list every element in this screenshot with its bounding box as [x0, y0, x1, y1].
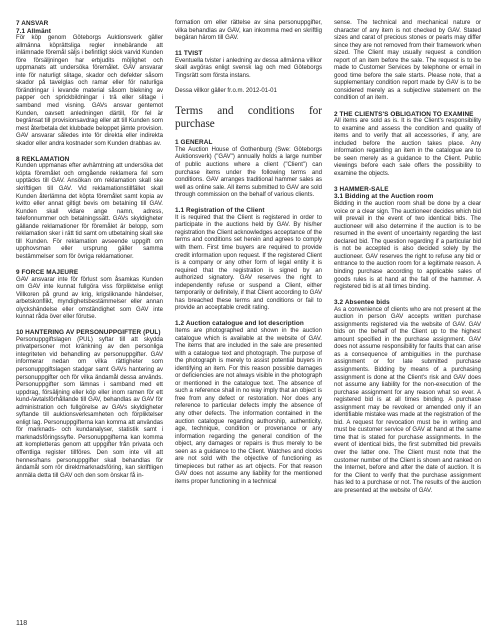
terms-title: Terms and conditions for purchase	[175, 105, 322, 131]
section-heading: 9 FORCE MAJEURE	[16, 268, 79, 276]
paragraph: Items are photographed and shown in the auction catalogue which is available at the website of GAV. The items that are included in the sale are presented with a catalogue text and photograph. The purpose of the photograph is merely to assist potential buyers in identifying an item. For this reason possible damages or deficiencies are not always visible in the photograph or mentioned in the catalogue text. The absence of such a reference shall in no way imply that an object is free from any defect or restoration. Nor does any reference to particular defects imply the absence of any other defects. The information contained in the auction catalogue regarding authorship, authenticity, age, technique, condition or provenance or any information regarding the general condition of the object, any damages or repairs is thus merely to be seen as a guidance to the Client. Watches and clocks are not sold with the objective of functioning as timepieces but rather as art objects. For that reason GAV does not assume any liability for the mentioned items proper functioning in a technical	[175, 327, 322, 485]
subsection-heading: 3.2 Absentee bids	[334, 299, 390, 307]
subsection-heading: 1.1 Registration of the Client	[175, 207, 265, 215]
subsection-heading: 7.1 Allmänt	[16, 27, 51, 35]
section-heading: 2 THE CLIENTS'S OBLIGATION TO EXAMINE	[334, 110, 474, 118]
paragraph: Kunden uppmanas efter avhämtning att undersöka det köpta föremålet och omgående reklamera fel som upptäcks till GAV. Ansökan om reklamation skall ske skriftligen till GAV. Vid reklamationstillfället skall Kunden återlämna det köpta föremålet samt kopia av kvitto eller annat giltigt bevis om betalning till GAV. Kunden skall vidare ange namn, adress, telefonnummer och betalningssätt. GAVs skyldigheter gällande reklamationer för föremålet är belopp, som reklamation sker i rätt tid samt om utbetalning skall ske till Kunden. För reklamation avseende uppgift om upphovsman eller ursprung gäller samma bestämmelser som för övriga reklamationer.	[16, 163, 163, 260]
paragraph: För köp genom Göteborgs Auktionsverk gäller allmänna köprättsliga regler innebärande att inlämnade föremål säljs i befintligt skick varvid Kunden före försäljningen har erbjudits möjlighet och uppmanats att undersöka föremålet. GAV ansvarar inte för naturligt slitage, skador och defekter såsom skador på tavelglas och ramar eller för naturliga förändringar i levande material såsom blekning av papper och sprickbildningar i trä eller slitage i samband med visning. GAVs ansvar gentemot Kunden, oavsett anledningen därtill, för fel är begränsat till provisionsavdrag eller att till Kunden som mest återbetala det klubbade beloppet jämte provision. GAV ansvarar således inte för direkta eller indirekta skador eller andra kostnader som Kunden drabbas av.	[16, 35, 163, 147]
column-right	[334, 20, 481, 495]
paragraph: formation om eller rättelse av sina personuppgifter, vilka behandlas av GAV, kan inkomma med en skriftlig begäran härom till GAV.	[175, 20, 322, 42]
page-number: 118	[16, 620, 28, 627]
paragraph: Eventuella tvister i anledning av dessa allmänna villkor skall avgöras enligt svensk lag och med Göteborgs Tingsrätt som första instans.	[175, 57, 322, 79]
paragraph: Bidding in the auction room shall be done by a clear voice or a clear sign. The auctioneer decides which bid will prevail in the event of two identical bids. The auctioneer will also determine if the auction is to be resumed in the event of uncertainty regarding the last declared bid. The question regarding if a particular bid is not be accepted is also decided solely by the auctioneer. GAV reserves the right to refuse any bid or entrance to the auction room for a legitimate reason. A binding purchase according to applicable sales of goods rules is at hand at the fall of the hammer. A registered bid is at all times binding.	[334, 201, 481, 291]
validity-note: Dessa villkor gäller fr.o.m. 2012-01-01	[175, 87, 277, 94]
paragraph: As a convenience of clients who are not present at the auction in person GAV accepts written purchase assignments registered via the website of GAV. GAV bids on the behalf of the Client up to the highest amount specified in the purchase assignment. GAV does not assume responsibility for faults that can arise as a consequence of ambiguities in the purchase assignment or for late submitted purchase assignments. Bidding by means of a purchasing assignment is done at the Client's risk and GAV does not assume any liability for the non-execution of the purchase assignment for any reason what so ever. A registered bid is at all times binding. A purchase assignment may be revoked or amended only if an identifiable mistake was made at the registration of the bid. A request for revocation must be in writing and must be customer service of GAV at hand at the same time that is stated for purchase assignments. In the event of identical bids, the first submitted bid prevails over the latter one. The Client must note that the customer number of the Client is shown and ranked on the Internet, before and after the date of auction. It is for the Client to verify that the purchase assignment has led to a purchase or not. The results of the auction are presented at the website of GAV.	[334, 306, 481, 494]
subsection-heading: 1.2 Auction catalogue and lot description	[175, 320, 304, 328]
section-heading: 7 ANSVAR	[16, 20, 49, 27]
paragraph: The Auction House of Gothenburg (Swe: Göteborgs Auktionsverk) ("GAV") annually holds a large number of public auctions where a client ("Client") can purchase items under the following terms and conditions. GAV arranges traditional hammer sales as well as online sale. All items submitted to GAV are sold through commission on the behalf of various clients.	[175, 146, 322, 199]
paragraph: It is required that the Client is registered in order to participate in the auctions held by GAV. By his/her registration the Client acknowledges acceptance of the terms and conditions set herein and agrees to comply with them. First time buyers are required to provide credit information upon request. If the registered Client is a company or any other form of legal entity it is required that the registration is signed by an authorized signatory. GAV reserves the right to independently refuse or suspend a Client, either temporarily or definitely, if that Client according to GAV has breached these terms and conditions or fail to provide an acceptable credit rating.	[175, 214, 322, 312]
paragraph: Personuppgiftslagen (PUL) syftar till att skydda privatpersoner mot kränkning av den personliga integriteten vid behandling av personuppgifter. GAV informerar nedan om vilka rättigheter som personuppgiftslagen stadgar samt GAVs hantering av personuppgifter och för vilka ändamål dessa används. Personuppgifter som lämnas i samband med ett uppdrag, försäljning eller köp eller inom ramen för ett kund-/avtalsförhållande till GAV, behandlas av GAV för administration och fullgörelse av GAVs skyldigheter syftande till auktionsverksamheten och förpliktelser enligt lag. Personuppgifterna kan komma att användas för marknads- och kundanalyser, statistik samt i marknadsföringssyfte. Personuppgifterna kan komma att kompletteras genom att uppgifter från privata och offentliga register tillföres. Den som inte vill att hennes/hans personuppgifter skall behandlas för ändamål som rör direktmarknadsföring, kan skriftligen anmäla detta till GAV och den som önskar få in-	[16, 336, 163, 479]
column-left	[16, 20, 163, 480]
paragraph: All items are sold as is. It is the Client's responsibility to examine and assess the condition and quality of items and to verify that all accessories, if any, are included before the auction takes place. Any information regarding an item in the catalogue are to be seen merely as a guidance to the Client. Public viewings before each sale offers the possibility to examine the objects.	[334, 118, 481, 177]
subsection-heading: 3.1 Bidding at the Auction room	[334, 193, 434, 201]
paragraph: sense. The technical and mechanical nature or character of any item is not checked by GAV. Stated sizes and carat of precious stones or pearls may differ since they are not removed from their framework when sized. The Client may usually request a condition report of an item before the sale. The request is to be made to Customer Services by telephone or email in good time before the sale starts. Please note, that a supplementary condition report made by GAV is to be considered merely as a subjective statement on the condition of an item.	[334, 20, 481, 102]
section-heading: 11 TVIST	[175, 50, 203, 58]
column-middle	[175, 20, 322, 486]
section-heading: 8 REKLAMATION	[16, 155, 70, 163]
section-heading: 1 GENERAL	[175, 139, 213, 147]
section-heading: 10 HANTERING AV PERSONUPPGIFTER (PUL)	[16, 329, 161, 337]
paragraph: GAV ansvarar inte för förlust som åsamkas Kunden om GAV inte kunnat fullgöra viss förpliktelse enligt Villkoren på grund av krig, krigsliknande händelser, arbetskonflikt, myndighetsbestämmelser eller annan olyckshändelse eller omständighet som GAV inte kunnat råda över eller förutse.	[16, 276, 163, 321]
section-heading: 3 HAMMER-SALE	[334, 185, 389, 193]
